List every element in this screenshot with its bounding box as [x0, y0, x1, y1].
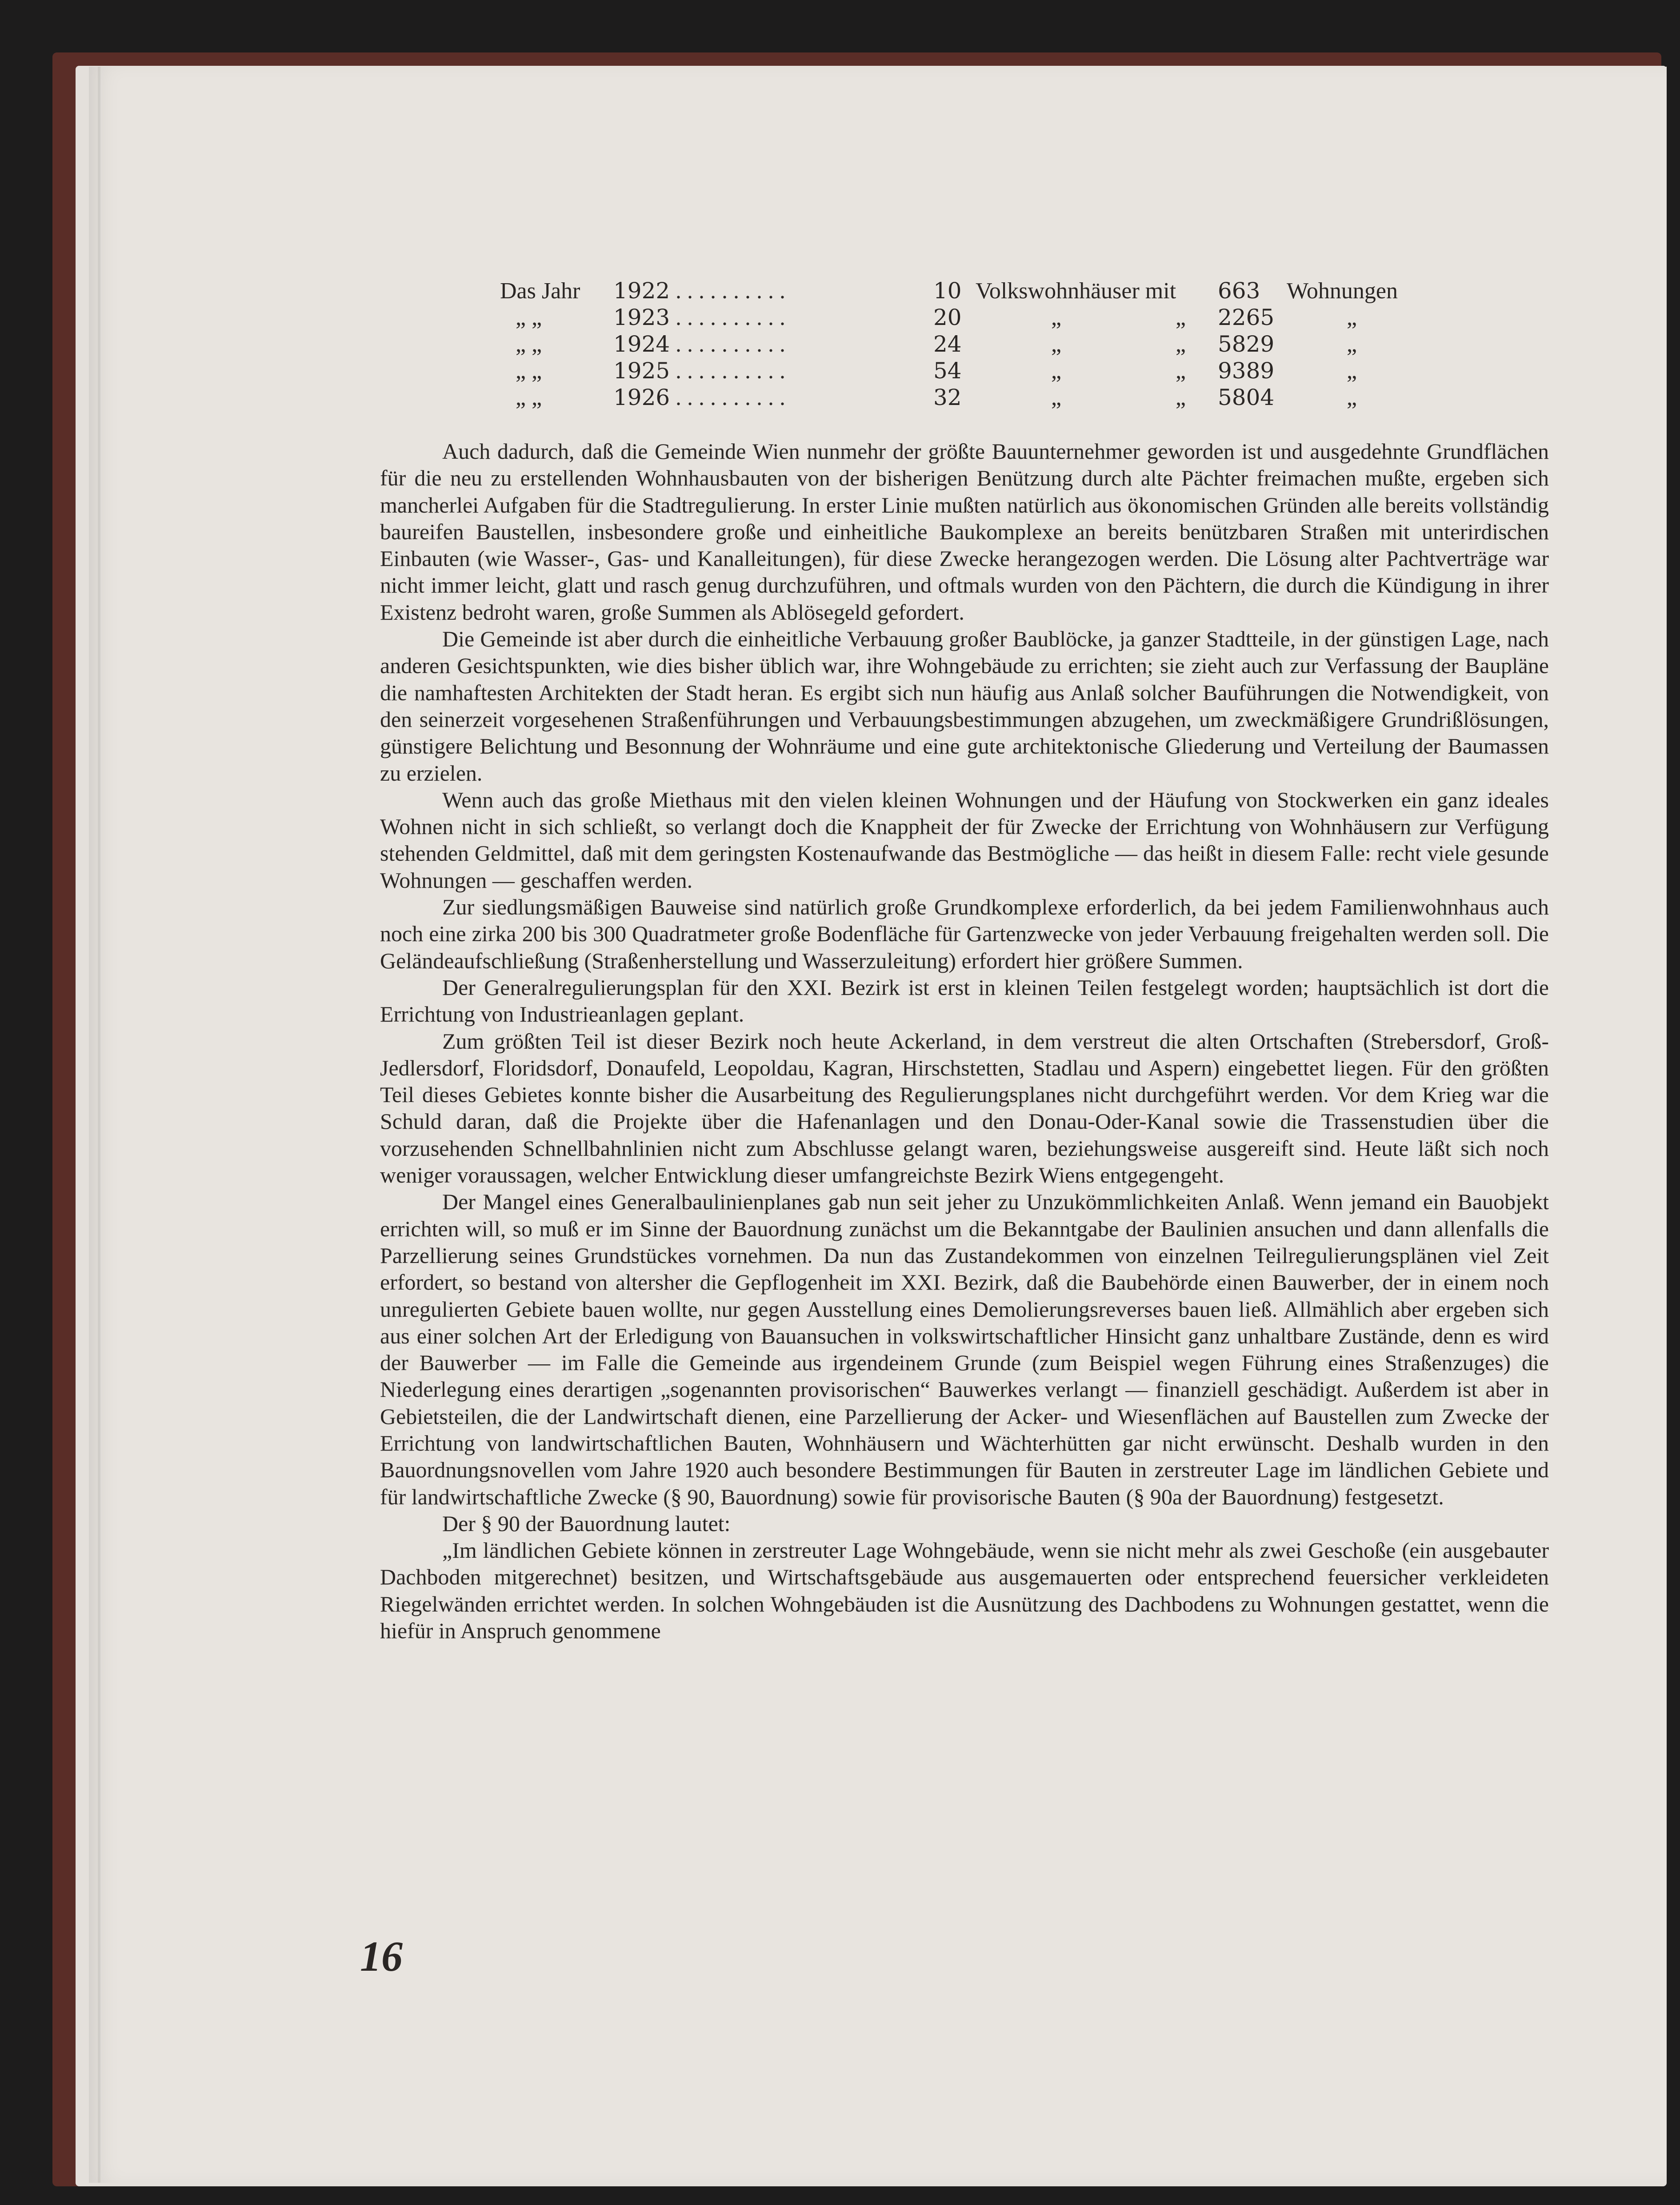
paragraph: Der Mangel eines Generalbaulinienplanes gab nun seit jeher zu Unzukömmlichkeiten Anlaß. Wenn jemand ein Bauobjekt errichten will, so muß er im Sinne der Bauordnung zunächst um die Bekanntgabe der Baulinien ansuchen und dann allenfalls die Parzellierung seines Grundstückes vornehmen. Da nun das Zustandekommen von einzelnen Teilregulierungsplänen viel Zeit erfordert, so bestand von altersher die Gepflogenheit im XXI. Bezirk, daß die Baubehörde einen Bauwerber, der in einem noch unregulierten Gebiete bauen wollte, nur gegen Ausstellung eines Demolierungsreverses bauen ließ. Allmählich aber ergeben sich aus einer solchen Art der Erledigung von Bauansuchen in volkswirtschaftlicher Hinsicht ganz unhaltbare Zustände, denn es wird der Bauwerber — im Falle die Gemeinde aus irgendeinem Grunde (zum Beispiel wegen Führung eines Straßenzuges) die Niederlegung eines derartigen „sogenannten provisorischen“ Bauwerkes verlangt — finanziell geschädigt. Außerdem ist aber in Gebietsteilen, die der Landwirtschaft dienen, eine Parzellierung der Acker- und Wiesenflächen auf Baustellen zum Zwecke der Errichtung von landwirtschaftlichen Bauten, Wohnhäusern und Wächterhütten gar nicht erwünscht. Deshalb wurden in den Bauordnungsnovellen vom Jahre 1920 auch besondere Bestimmungen für Bauten in zerstreuter Lage im ländlichen Gebiete und für landwirtschaftliche Zwecke (§ 90, Bauordnung) sowie für provisorische Bauten (§ 90a der Bauordnung) festgesetzt. [380, 1189, 1549, 1509]
stats-apartments: 9389 [1218, 358, 1275, 384]
stats-mit: „ [1176, 385, 1186, 410]
stats-apartments: 2265 [1218, 305, 1275, 330]
stats-lead: „ „ [516, 358, 542, 384]
stats-label: Volkswohnhäuser mit [976, 278, 1176, 304]
paragraph: Zur siedlungsmäßigen Bauweise sind natürlich große Grundkomplexe erforderlich, da bei jedem Familienwohnhaus auch noch eine zirka 200 bis 300 Quadratmeter große Bodenfläche für Gartenzwecke von jeder Verbauung freigehalten werden soll. Die Geländeaufschließung (Straßenherstellung und Wasserzuleitung) erfordert hier größere Summen. [380, 894, 1549, 973]
stats-houses: 54 [933, 358, 962, 384]
stats-label: „ [1051, 385, 1062, 410]
paragraph: „Im ländlichen Gebiete können in zerstreuter Lage Wohngebäude, wenn sie nicht mehr als zwei Geschoße (ein ausgebauter Dachboden mitgerechnet) besitzen, und Wirtschaftsgebäude aus ausgemauerten oder entsprechend feuersicher verkleideten Riegelwänden errichtet werden. In solchen Wohngebäuden ist die Ausnützung des Dachbodens zu Wohnungen gestattet, wenn die hiefür in Anspruch genommene [380, 1538, 1549, 1644]
stats-year: 1925 [613, 358, 670, 384]
stats-houses: 32 [933, 385, 962, 410]
stats-dots: . . . . . . . . . . [676, 278, 785, 304]
stats-mit: „ [1176, 358, 1186, 384]
stats-label: „ [1051, 332, 1062, 357]
stats-unit: Wohnungen [1287, 278, 1398, 304]
stats-lead: „ „ [516, 305, 542, 330]
paragraph: Auch dadurch, daß die Gemeinde Wien nunmehr der größte Bauunternehmer geworden ist und ausgedehnte Grundflächen für die neu zu erstellenden Wohnhausbauten von der bisherigen Benützung durch alte Pächter freimachen mußte, ergeben sich mancherlei Aufgaben für die Stadtregulierung. In erster Linie mußten natürlich aus ökonomischen Gründen alle bereits vollständig baureifen Baustellen, insbesondere große und einheitliche Baukomplexe an bereits benützbaren Straßen mit unterirdischen Einbauten (wie Wasser-, Gas- und Kanalleitungen), für diese Zwecke herangezogen werden. Die Lösung alter Pachtverträge war nicht immer leicht, glatt und rasch genug durchzuführen, und oftmals wurden von den Pächtern, die durch die Kündigung in ihrer Existenz bedroht waren, große Summen als Ablösegeld gefordert. [380, 439, 1549, 625]
stats-label: „ [1051, 358, 1062, 384]
stats-year: 1923 [613, 305, 670, 330]
stats-unit: „ [1347, 305, 1357, 330]
stats-lead: „ „ [516, 332, 542, 357]
paragraph: Der § 90 der Bauordnung lautet: [442, 1511, 731, 1536]
stats-mit: „ [1176, 305, 1186, 330]
stats-unit: „ [1347, 385, 1357, 410]
stats-dots: . . . . . . . . . . [676, 358, 785, 384]
stats-lead: Das Jahr [500, 278, 580, 304]
stats-year: 1924 [613, 331, 670, 357]
stats-dots: . . . . . . . . . . [676, 305, 785, 330]
stats-apartments: 5804 [1218, 385, 1275, 410]
stats-mit: „ [1176, 332, 1186, 357]
stats-houses: 20 [933, 305, 962, 330]
stats-dots: . . . . . . . . . . [676, 332, 785, 357]
paragraph: Wenn auch das große Miethaus mit den vielen kleinen Wohnungen und der Häufung von Stockwerken ein ganz ideales Wohnen nicht in sich schließt, so verlangt doch die Knappheit der für Zwecke der Errichtung von Wohnhäusern zur Verfügung stehenden Geldmittel, daß mit dem geringsten Kostenaufwande das Bestmögliche — das heißt in diesem Falle: recht viele gesunde Wohnungen — geschaffen werden. [380, 787, 1549, 893]
stats-houses: 24 [933, 331, 962, 357]
stats-unit: „ [1347, 358, 1357, 384]
stats-apartments: 663 [1218, 278, 1260, 304]
paragraph: Zum größten Teil ist dieser Bezirk noch heute Ackerland, in dem verstreut die alten Ortschaften (Strebersdorf, Groß-Jedlersdorf, Floridsdorf, Donaufeld, Leopoldau, Kagran, Hirschstetten, Stadlau und Aspern) eingebettet liegen. Für den größten Teil dieses Gebietes konnte bisher die Ausarbeitung des Regulierungsplanes nicht durchgeführt werden. Vor dem Krieg war die Schuld daran, daß die Projekte über die Hafenanlagen und den Donau-Oder-Kanal sowie die Trassenstudien über die vorzusehenden Schnellbahnlinien nicht zum Abschlusse gelangt waren, beziehungsweise ausgereift sind. Heute läßt sich noch weniger voraussagen, welcher Entwicklung dieser umfangreichste Bezirk Wiens entgegengeht. [380, 1028, 1549, 1188]
stats-year: 1922 [613, 278, 670, 304]
body-text [380, 438, 1549, 1644]
stats-apartments: 5829 [1218, 331, 1275, 357]
stats-label: „ [1051, 305, 1062, 330]
paragraph: Der Generalregulierungsplan für den XXI. Bezirk ist erst in kleinen Teilen festgelegt worden; hauptsächlich ist dort die Errichtung von Industrieanlagen geplant. [380, 974, 1549, 1027]
stats-houses: 10 [933, 278, 962, 304]
stats-year: 1926 [613, 385, 670, 410]
page-number: 16 [360, 1932, 403, 1980]
paragraph: Die Gemeinde ist aber durch die einheitliche Verbauung großer Baublöcke, ja ganzer Stadtteile, in der günstigen Lage, nach anderen Gesichtspunkten, wie dies bisher üblich war, ihre Wohngebäude zu errichten; sie zieht auch zur Verfassung der Baupläne die namhaftesten Architekten der Stadt heran. Es ergibt sich nun häufig aus Anlaß solcher Bauführungen die Notwendigkeit, von den seinerzeit vorgesehenen Straßenführungen und Verbauungsbestimmungen abzugehen, um zweckmäßigere Grundrißlösungen, günstigere Belichtung und Besonnung der Wohnräume und eine gute architektonische Gliederung und Verteilung der Baumassen zu erzielen. [380, 626, 1549, 786]
stats-unit: „ [1347, 332, 1357, 357]
stats-lead: „ „ [516, 385, 542, 410]
stats-dots: . . . . . . . . . . [676, 385, 785, 410]
